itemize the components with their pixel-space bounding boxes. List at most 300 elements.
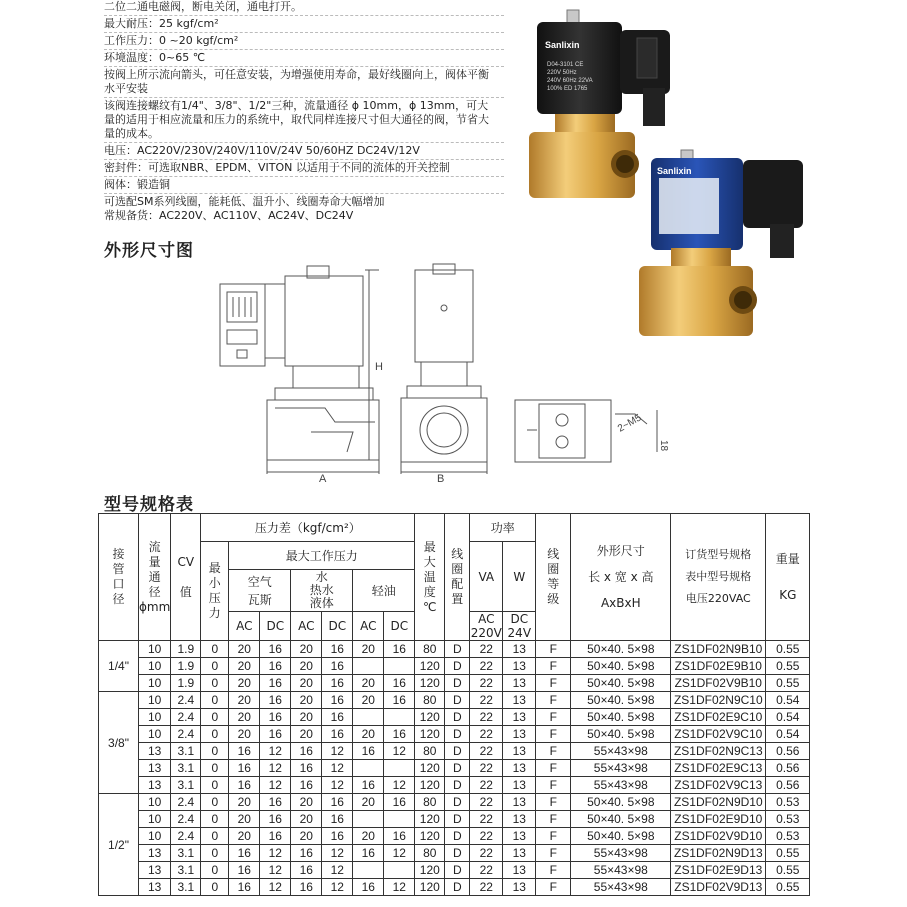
table-cell: 12	[322, 743, 353, 760]
table-cell: 0	[201, 760, 229, 777]
table-cell: 16	[384, 692, 415, 709]
side-view	[401, 264, 487, 474]
front-view	[220, 266, 379, 474]
table-cell: 16	[322, 675, 353, 692]
table-cell: 13	[503, 675, 536, 692]
table-cell: F	[536, 726, 571, 743]
table-cell: 16	[384, 828, 415, 845]
table-cell: 20	[229, 726, 260, 743]
table-cell: 12	[384, 777, 415, 794]
table-cell: 13	[503, 760, 536, 777]
table-cell: 0.54	[766, 726, 810, 743]
table-cell: 16	[291, 879, 322, 896]
table-cell: 22	[470, 811, 503, 828]
table-cell: ZS1DF02V9D10	[671, 828, 766, 845]
table-cell: 16	[384, 726, 415, 743]
table-cell: 0.56	[766, 760, 810, 777]
table-cell: 50×40. 5×98	[571, 675, 671, 692]
table-cell: 120	[415, 862, 445, 879]
table-cell: 12	[260, 879, 291, 896]
spec-line: 工作压力：0 ~20 kgf/cm²	[104, 34, 239, 47]
table-cell: 50×40. 5×98	[571, 709, 671, 726]
table-cell: 12	[322, 862, 353, 879]
table-cell: 55×43×98	[571, 777, 671, 794]
table-cell: 16	[353, 743, 384, 760]
header-max-temp: 最 大 温 度 ℃	[415, 514, 445, 641]
table-cell: 16	[229, 845, 260, 862]
table-cell: 20	[353, 641, 384, 658]
table-cell: 10	[139, 641, 171, 658]
table-cell	[353, 760, 384, 777]
table-cell: 16	[322, 794, 353, 811]
table-cell: ZS1DF02V9D13	[671, 879, 766, 896]
table-cell: 13	[503, 828, 536, 845]
table-cell: D	[445, 794, 470, 811]
table-cell: 10	[139, 709, 171, 726]
brand-label: Sanlixin	[545, 40, 580, 50]
table-cell: 22	[470, 828, 503, 845]
header-max-work-pressure: 最大工作压力	[229, 542, 415, 570]
table-cell: 0.54	[766, 692, 810, 709]
table-cell: 0	[201, 845, 229, 862]
table-cell: 0	[201, 675, 229, 692]
table-cell: 13	[503, 641, 536, 658]
header-va: VA	[470, 542, 503, 612]
divider	[104, 193, 504, 194]
table-cell: F	[536, 811, 571, 828]
table-cell: 16	[229, 777, 260, 794]
header-coil-config: 线 圈 配 置	[445, 514, 470, 641]
table-cell: 16	[291, 845, 322, 862]
table-cell: 0.53	[766, 828, 810, 845]
table-cell: 0.55	[766, 845, 810, 862]
table-cell: F	[536, 658, 571, 675]
table-cell: 16	[291, 743, 322, 760]
coil-label-line: D04-3101 CE	[547, 62, 584, 68]
brand-label: Sanlixin	[657, 166, 692, 176]
divider	[104, 32, 504, 33]
table-cell: 12	[260, 777, 291, 794]
divider	[104, 142, 504, 143]
table-cell	[353, 658, 384, 675]
table-cell: 50×40. 5×98	[571, 726, 671, 743]
table-cell: 0	[201, 777, 229, 794]
table-cell: 3.1	[171, 743, 201, 760]
spec-line: 密封件：可选取NBR、EPDM、VITON 以适用于不同的流体的开关控制	[104, 161, 450, 174]
spec-line: 电压：AC220V/230V/240V/110V/24V 50/60HZ DC24V/12V	[104, 144, 420, 157]
table-cell: 50×40. 5×98	[571, 828, 671, 845]
header-dc24: DC 24V	[503, 612, 536, 641]
table-cell: 13	[503, 658, 536, 675]
table-cell: F	[536, 692, 571, 709]
table-row	[99, 743, 810, 760]
table-row	[99, 658, 810, 675]
table-cell: 12	[384, 743, 415, 760]
spec-line: 常规备货：AC220V、AC110V、AC24V、DC24V	[104, 209, 354, 222]
table-cell: 55×43×98	[571, 845, 671, 862]
table-cell: 120	[415, 709, 445, 726]
dim-m5-label: 2~M5	[616, 412, 644, 435]
divider	[104, 97, 504, 98]
table-cell	[384, 862, 415, 879]
spec-line: 按阀上所示流向箭头，可任意安装，为增强使用寿命，最好线圈向上，阀体平衡水平安装	[104, 68, 489, 95]
table-cell: F	[536, 794, 571, 811]
divider	[104, 15, 504, 16]
spec-list	[104, 0, 504, 223]
table-cell: 10	[139, 726, 171, 743]
table-cell: D	[445, 777, 470, 794]
table-cell: 16	[384, 641, 415, 658]
header-power: 功率	[470, 514, 536, 542]
table-cell: ZS1DF02N9D10	[671, 794, 766, 811]
table-cell: 22	[470, 845, 503, 862]
table-cell: 20	[291, 692, 322, 709]
dim-a-label: A	[319, 473, 327, 485]
table-cell: 16	[229, 760, 260, 777]
table-cell: 13	[503, 794, 536, 811]
table-cell: 16	[353, 777, 384, 794]
table-cell: 55×43×98	[571, 743, 671, 760]
table-cell: 16	[229, 743, 260, 760]
spec-line: 可选配SM系列线圈，能耗低、温升小、线圈寿命大幅增加	[104, 195, 385, 208]
spec-line: 阀体：锻造铜	[104, 178, 170, 191]
table-cell: 55×43×98	[571, 879, 671, 896]
table-cell: 16	[322, 726, 353, 743]
table-cell: 55×43×98	[571, 760, 671, 777]
table-row	[99, 811, 810, 828]
table-cell: 16	[322, 692, 353, 709]
divider	[104, 49, 504, 50]
header-cv: CV 值	[171, 514, 201, 641]
table-cell: 16	[291, 760, 322, 777]
table-cell: 22	[470, 692, 503, 709]
table-cell: 3.1	[171, 845, 201, 862]
table-row	[99, 692, 810, 709]
table-cell: 0.55	[766, 675, 810, 692]
table-cell: 0	[201, 743, 229, 760]
header-pressure-diff: 压力差（kgf/cm²）	[201, 514, 415, 542]
spec-table	[98, 513, 810, 896]
table-cell: 20	[291, 726, 322, 743]
table-row	[99, 794, 810, 811]
table-row	[99, 760, 810, 777]
table-cell: 16	[260, 692, 291, 709]
table-cell: 16	[260, 726, 291, 743]
table-cell: 2.4	[171, 794, 201, 811]
table-cell: 20	[291, 658, 322, 675]
table-cell: 16	[260, 675, 291, 692]
table-cell: 16	[260, 811, 291, 828]
header-ac: AC	[291, 612, 322, 641]
table-cell: D	[445, 828, 470, 845]
table-cell: 120	[415, 828, 445, 845]
table-cell: 20	[229, 811, 260, 828]
table-row	[99, 709, 810, 726]
table-cell: 12	[322, 760, 353, 777]
table-cell: D	[445, 845, 470, 862]
table-cell: ZS1DF02N9B10	[671, 641, 766, 658]
table-cell: D	[445, 760, 470, 777]
table-cell: 22	[470, 743, 503, 760]
table-cell: 20	[229, 692, 260, 709]
table-cell: 22	[470, 658, 503, 675]
table-cell: 3.1	[171, 879, 201, 896]
table-cell: 2.4	[171, 709, 201, 726]
dimension-labels-front	[319, 361, 383, 485]
table-cell: 13	[503, 709, 536, 726]
table-cell: 16	[322, 658, 353, 675]
table-cell: 10	[139, 692, 171, 709]
table-row	[99, 845, 810, 862]
table-cell: 20	[291, 675, 322, 692]
table-cell: 120	[415, 777, 445, 794]
table-cell: 13	[503, 726, 536, 743]
table-cell: 16	[260, 658, 291, 675]
table-cell: 0.53	[766, 794, 810, 811]
table-cell: 3.1	[171, 862, 201, 879]
table-cell: 20	[291, 828, 322, 845]
table-cell: ZS1DF02E9D13	[671, 862, 766, 879]
table-cell: 22	[470, 777, 503, 794]
table-cell: 20	[291, 794, 322, 811]
table-cell: 20	[353, 828, 384, 845]
table-cell: 22	[470, 862, 503, 879]
table-cell: 1.9	[171, 675, 201, 692]
table-cell: F	[536, 760, 571, 777]
table-cell: ZS1DF02E9C10	[671, 709, 766, 726]
table-cell: 0.55	[766, 862, 810, 879]
table-cell: 20	[291, 641, 322, 658]
table-cell: 20	[353, 726, 384, 743]
table-cell: 16	[384, 675, 415, 692]
table-cell: ZS1DF02E9C13	[671, 760, 766, 777]
table-cell: 13	[139, 760, 171, 777]
table-cell: 13	[139, 777, 171, 794]
header-dimensions: 外形尺寸 长 x 宽 x 高 AxBxH	[571, 514, 671, 641]
table-cell: 50×40. 5×98	[571, 692, 671, 709]
dim-18-label: 18	[658, 440, 669, 452]
table-cell: 20	[291, 709, 322, 726]
header-min-pressure: 最 小 压 力	[201, 542, 229, 641]
header-ac220: AC 220V	[470, 612, 502, 640]
table-cell: 20	[229, 794, 260, 811]
table-cell: F	[536, 828, 571, 845]
table-cell: ZS1DF02N9C10	[671, 692, 766, 709]
header-dc: DC	[322, 612, 353, 641]
table-cell	[353, 709, 384, 726]
header-ac: AC	[229, 612, 260, 641]
header-ac: AC	[353, 612, 384, 641]
table-cell	[384, 811, 415, 828]
table-row	[99, 675, 810, 692]
table-cell: 12	[384, 879, 415, 896]
table-cell: 0.55	[766, 641, 810, 658]
table-cell: 2.4	[171, 811, 201, 828]
table-cell: 20	[229, 658, 260, 675]
spec-line: 环境温度：0~65 ℃	[104, 51, 206, 64]
table-cell: 0.56	[766, 743, 810, 760]
header-order-model: 订货型号规格 表中型号规格 电压220VAC	[671, 514, 766, 641]
table-cell: 16	[322, 828, 353, 845]
table-cell: 20	[353, 675, 384, 692]
table-cell: ZS1DF02V9B10	[671, 675, 766, 692]
table-cell: 16	[291, 777, 322, 794]
table-row	[99, 777, 810, 794]
table-cell: 120	[415, 675, 445, 692]
divider	[104, 66, 504, 67]
coil-label-line: 100% ED 1765	[547, 86, 588, 92]
table-title: 型号规格表	[104, 495, 194, 515]
table-cell: 0	[201, 862, 229, 879]
table-cell: 13	[503, 777, 536, 794]
table-cell: D	[445, 692, 470, 709]
table-cell: 80	[415, 845, 445, 862]
table-cell: 80	[415, 743, 445, 760]
table-cell: 12	[260, 760, 291, 777]
table-cell: ZS1DF02E9D10	[671, 811, 766, 828]
table-cell: 80	[415, 641, 445, 658]
table-cell: 20	[229, 641, 260, 658]
table-cell: 0.55	[766, 658, 810, 675]
table-cell: 10	[139, 828, 171, 845]
table-cell: 0	[201, 726, 229, 743]
table-cell: 22	[470, 760, 503, 777]
table-cell: 22	[470, 879, 503, 896]
table-cell: 120	[415, 811, 445, 828]
table-cell: 55×43×98	[571, 862, 671, 879]
header-pipe: 接 管 口 径	[99, 514, 139, 641]
spec-table-body	[99, 641, 810, 896]
table-cell: D	[445, 879, 470, 896]
table-cell: ZS1DF02E9B10	[671, 658, 766, 675]
table-cell: 16	[260, 641, 291, 658]
table-cell: 16	[384, 794, 415, 811]
table-cell: 0.54	[766, 709, 810, 726]
table-cell: 1.9	[171, 641, 201, 658]
table-cell: 13	[503, 845, 536, 862]
table-cell: 120	[415, 760, 445, 777]
table-cell: 16	[353, 879, 384, 896]
table-cell: 12	[322, 777, 353, 794]
table-cell: 3.1	[171, 777, 201, 794]
table-cell: 10	[139, 811, 171, 828]
table-cell: 0	[201, 879, 229, 896]
table-cell: 16	[229, 879, 260, 896]
table-cell: 20	[229, 828, 260, 845]
header-dc: DC	[260, 612, 291, 641]
table-cell: D	[445, 743, 470, 760]
dim-b-label: B	[437, 473, 445, 485]
spec-line: 二位二通电磁阀，断电关闭，通电打开。	[104, 0, 302, 13]
table-cell: 13	[503, 692, 536, 709]
table-cell: 80	[415, 692, 445, 709]
table-cell: 120	[415, 726, 445, 743]
table-cell: 0	[201, 794, 229, 811]
table-cell: 16	[322, 709, 353, 726]
table-cell: 0	[201, 828, 229, 845]
divider	[104, 176, 504, 177]
table-cell: 0	[201, 692, 229, 709]
table-cell: 22	[470, 794, 503, 811]
header-coil-grade: 线 圈 等 级	[536, 514, 571, 641]
table-cell: 20	[353, 692, 384, 709]
table-cell: 10	[139, 794, 171, 811]
table-cell: 16	[260, 794, 291, 811]
table-row	[99, 641, 810, 658]
table-cell: 3.1	[171, 760, 201, 777]
table-cell: 16	[322, 641, 353, 658]
table-cell: 0	[201, 641, 229, 658]
table-cell: D	[445, 726, 470, 743]
table-cell: 16	[260, 709, 291, 726]
table-cell: 2.4	[171, 828, 201, 845]
table-cell	[384, 709, 415, 726]
table-cell: D	[445, 811, 470, 828]
table-row	[99, 828, 810, 845]
table-cell: D	[445, 709, 470, 726]
table-cell: 12	[384, 845, 415, 862]
table-cell: 16	[229, 862, 260, 879]
table-cell	[353, 811, 384, 828]
table-cell: F	[536, 879, 571, 896]
table-cell: ZS1DF02N9D13	[671, 845, 766, 862]
pipe-size-cell: 3/8"	[99, 692, 139, 794]
table-cell: 0.53	[766, 811, 810, 828]
header-water: 水 热水 液体	[291, 570, 353, 612]
table-cell: 1.9	[171, 658, 201, 675]
table-cell: 12	[260, 743, 291, 760]
table-cell	[353, 862, 384, 879]
table-cell: 10	[139, 675, 171, 692]
table-cell: 0	[201, 658, 229, 675]
divider	[104, 159, 504, 160]
table-cell: 12	[260, 845, 291, 862]
header-oil: 轻油	[353, 570, 415, 612]
table-cell: F	[536, 675, 571, 692]
table-cell: 20	[229, 675, 260, 692]
table-cell: 22	[470, 641, 503, 658]
table-row	[99, 862, 810, 879]
table-cell: 13	[139, 743, 171, 760]
table-cell: 2.4	[171, 692, 201, 709]
header-weight: 重量 KG	[766, 514, 810, 641]
table-cell: F	[536, 862, 571, 879]
header-w: W	[503, 542, 536, 612]
table-cell: 22	[470, 726, 503, 743]
table-cell: ZS1DF02V9C13	[671, 777, 766, 794]
table-cell: 120	[415, 879, 445, 896]
table-cell	[384, 760, 415, 777]
table-cell: 22	[470, 675, 503, 692]
table-cell: 80	[415, 794, 445, 811]
table-cell: 20	[229, 709, 260, 726]
table-cell: 16	[322, 811, 353, 828]
table-cell: 0.56	[766, 777, 810, 794]
table-cell: 120	[415, 658, 445, 675]
table-cell: 22	[470, 709, 503, 726]
table-cell: 10	[139, 658, 171, 675]
dimension-drawing	[215, 262, 685, 487]
spec-line: 该阀连接螺纹有1/4"、3/8"、1/2"三种，流量通径 ϕ 10mm，ϕ 13mm，可大量的适用于相应流量和压力的系统中，取代同样连接尺寸但大通径的阀，节省大量的成本。	[104, 99, 489, 140]
table-cell: 20	[291, 811, 322, 828]
table-cell	[384, 658, 415, 675]
dim-h-label: H	[375, 361, 383, 373]
table-cell: D	[445, 862, 470, 879]
coil-label-line: 240V 60Hz 22VA	[547, 78, 593, 84]
pipe-size-cell: 1/2"	[99, 794, 139, 896]
bottom-view	[515, 400, 657, 462]
table-cell: ZS1DF02V9C10	[671, 726, 766, 743]
